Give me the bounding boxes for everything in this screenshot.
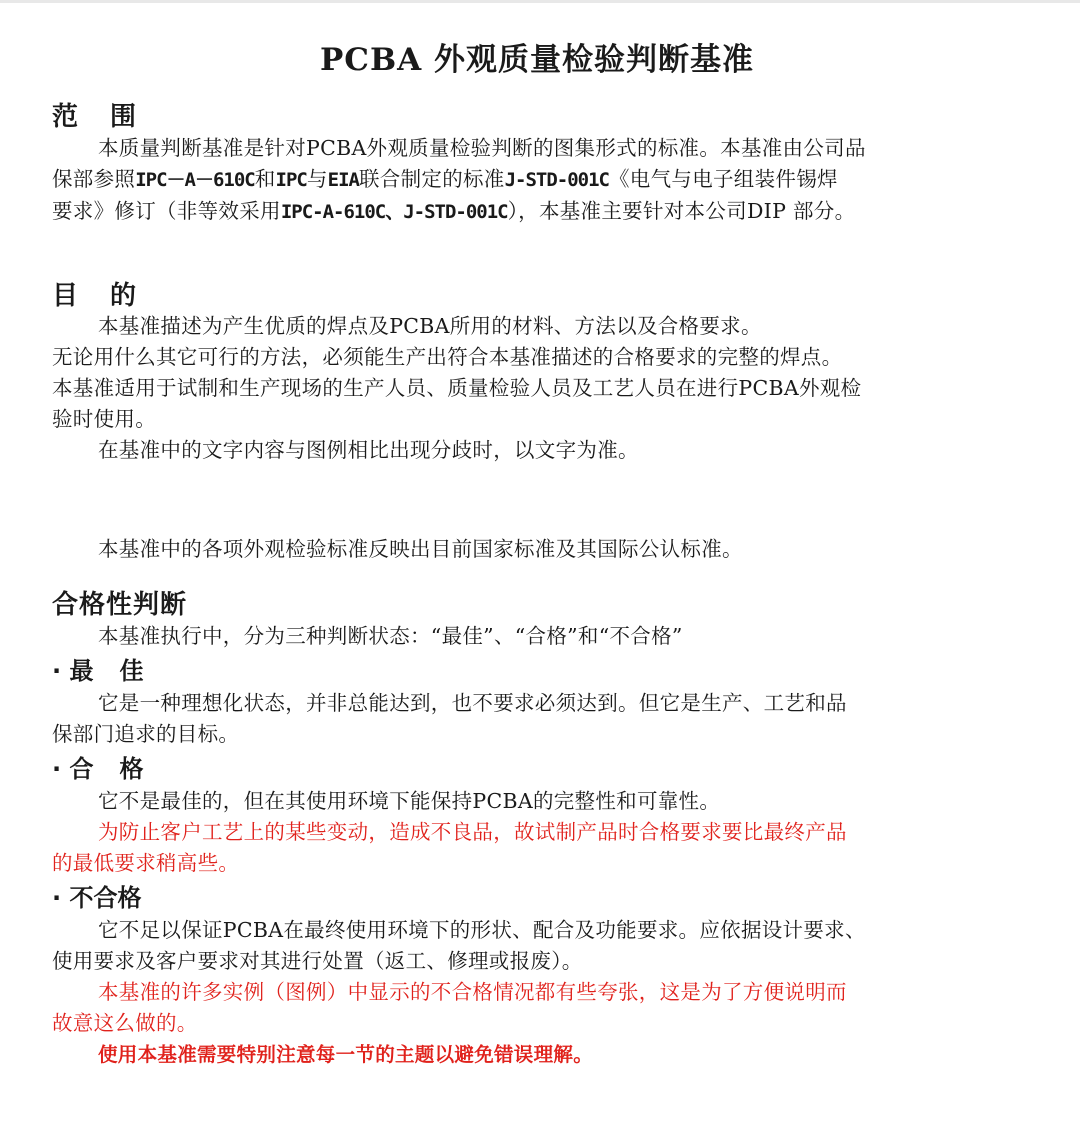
scope-line-2: 保部参照IPC－A－610C和IPC与EIA联合制定的标准J-STD-001C《电气与电子组装件锡焊 bbox=[52, 167, 838, 191]
document-title: PCBA 外观质量检验判断基准 bbox=[319, 42, 755, 78]
judgment-reject-red-line-2: 故意这么做的。 bbox=[52, 1011, 198, 1035]
purpose-body bbox=[52, 311, 992, 565]
judgment-intro: 本基准执行中，分为三种判断状态：“最佳”、“合格”和“不合格” bbox=[98, 624, 683, 648]
scope-line-1: 本质量判断基准是针对PCBA外观质量检验判断的图集形式的标准。本基准由公司品 bbox=[98, 136, 866, 160]
judgment-best-line-2: 保部门追求的目标。 bbox=[52, 722, 240, 746]
purpose-line-2: 无论用什么其它可行的方法，必须能生产出符合本基准描述的合格要求的完整的焊点。 bbox=[52, 345, 843, 369]
judgment-acceptable-heading: · 合 格 bbox=[52, 755, 144, 783]
judgment-acceptable-red-line-1: 为防止客户工艺上的某些变动，造成不良品，故试制产品时合格要求要比最终产品 bbox=[98, 820, 847, 844]
purpose-line-1: 本基准描述为产生优质的焊点及PCBA所用的材料、方法以及合格要求。 bbox=[98, 314, 762, 338]
purpose-line-3: 本基准适用于试制和生产现场的生产人员、质量检验人员及工艺人员在进行PCBA外观检 bbox=[52, 376, 862, 400]
judgment-reject-red-bold-line: 使用本基准需要特别注意每一节的主题以避免错误理解。 bbox=[98, 1043, 594, 1066]
section-heading-judgment: 合格性判断 bbox=[52, 590, 188, 620]
judgment-acceptable-red-line-2: 的最低要求稍高些。 bbox=[52, 851, 240, 875]
page-top-edge bbox=[0, 0, 1080, 3]
section-heading-scope: 范 围 bbox=[52, 102, 139, 132]
purpose-line-5: 在基准中的文字内容与图例相比出现分歧时，以文字为准。 bbox=[98, 438, 639, 462]
purpose-line-4: 验时使用。 bbox=[52, 407, 156, 431]
scope-line-3: 要求》修订（非等效采用IPC-A-610C、J-STD-001C），本基准主要针对本公司DIP 部分。 bbox=[52, 199, 856, 223]
judgment-reject-line-1: 它不足以保证PCBA在最终使用环境下的形状、配合及功能要求。应依据设计要求、 bbox=[98, 918, 866, 942]
document-page bbox=[52, 30, 992, 1070]
judgment-reject-heading: · 不合格 bbox=[52, 884, 142, 912]
judgment-reject-red-line-1: 本基准的许多实例（图例）中显示的不合格情况都有些夸张，这是为了方便说明而 bbox=[98, 980, 847, 1004]
judgment-best-line-1: 它是一种理想化状态，并非总能达到，也不要求必须达到。但它是生产、工艺和品 bbox=[98, 691, 847, 715]
judgment-reject-line-2: 使用要求及客户要求对其进行处置（返工、修理或报废）。 bbox=[52, 949, 583, 973]
judgment-acceptable-line-1: 它不是最佳的，但在其使用环境下能保持PCBA的完整性和可靠性。 bbox=[98, 789, 721, 813]
section-heading-purpose: 目 的 bbox=[52, 281, 139, 311]
scope-body bbox=[52, 133, 992, 228]
purpose-line-6: 本基准中的各项外观检验标准反映出目前国家标准及其国际公认标准。 bbox=[98, 537, 743, 561]
judgment-best-heading: · 最 佳 bbox=[52, 657, 144, 685]
